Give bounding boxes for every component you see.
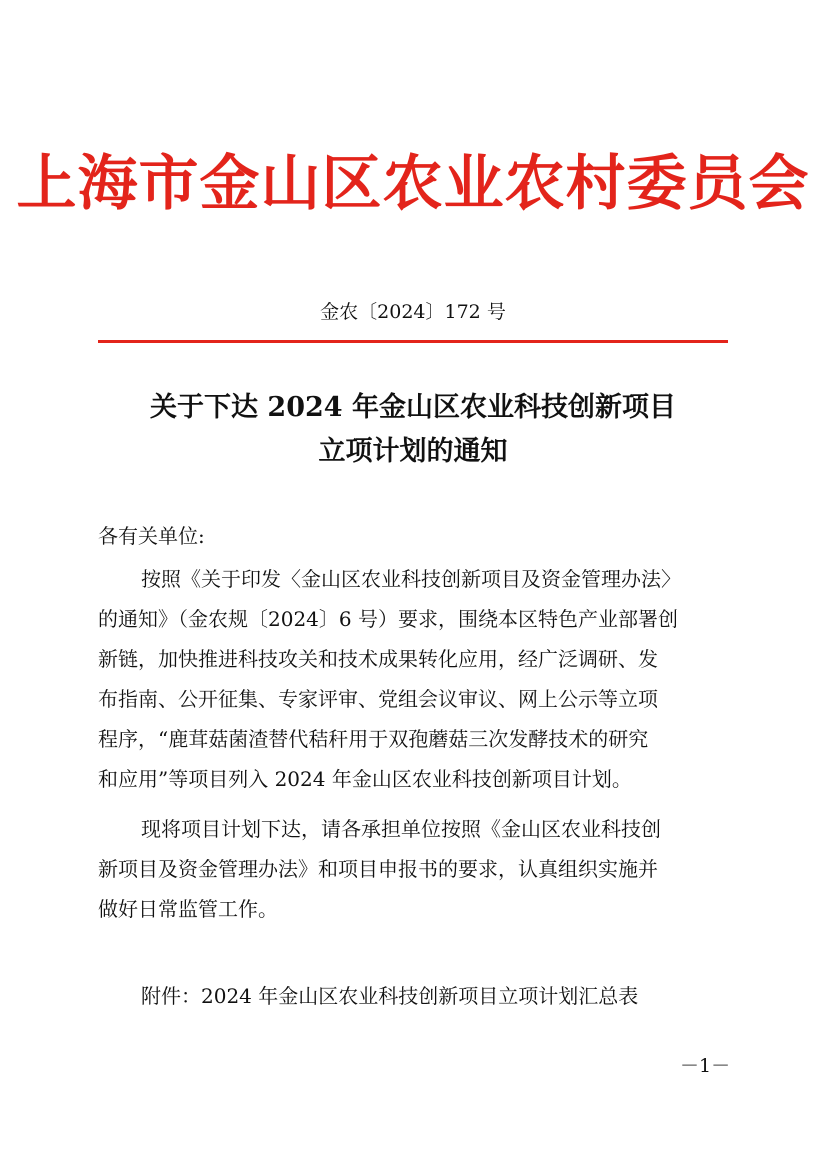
salutation: 各有关单位: [98,524,205,548]
paragraph-2-line: 新项目及资金管理办法》和项目申报书的要求，认真组织实施并 [98,857,658,881]
notice-title-line-1: 关于下达 2024 年金山区农业科技创新项目 [150,392,676,423]
page-number: －1－ [680,1055,731,1077]
org-header-title: 上海市金山区农业农村委员会 [16,149,810,219]
red-divider-line [98,340,728,343]
paragraph-1-line: 新链，加快推进科技攻关和技术成果转化应用，经广泛调研、发 [98,647,658,671]
paragraph-2-line: 现将项目计划下达，请各承担单位按照《金山区农业科技创 [141,817,661,841]
paragraph-1-line: 布指南、公开征集、专家评审、党组会议审议、网上公示等立项 [98,687,658,711]
attachment-note: 附件：2024 年金山区农业科技创新项目立项计划汇总表 [141,984,639,1008]
paragraph-1-line: 按照《关于印发〈金山区农业科技创新项目及资金管理办法〉 [141,567,681,591]
document-number: 金农〔2024〕172 号 [320,301,506,323]
paragraph-2-line: 做好日常监管工作。 [98,897,278,921]
paragraph-1-line: 和应用”等项目列入 2024 年金山区农业科技创新项目计划。 [98,767,632,791]
paragraph-1-line: 程序，“鹿茸菇菌渣替代秸秆用于双孢蘑菇三次发酵技术的研究 [98,727,649,751]
notice-title-line-2: 立项计划的通知 [318,436,508,467]
paragraph-1-line: 的通知》（金农规〔2024〕6 号）要求，围绕本区特色产业部署创 [98,607,678,631]
